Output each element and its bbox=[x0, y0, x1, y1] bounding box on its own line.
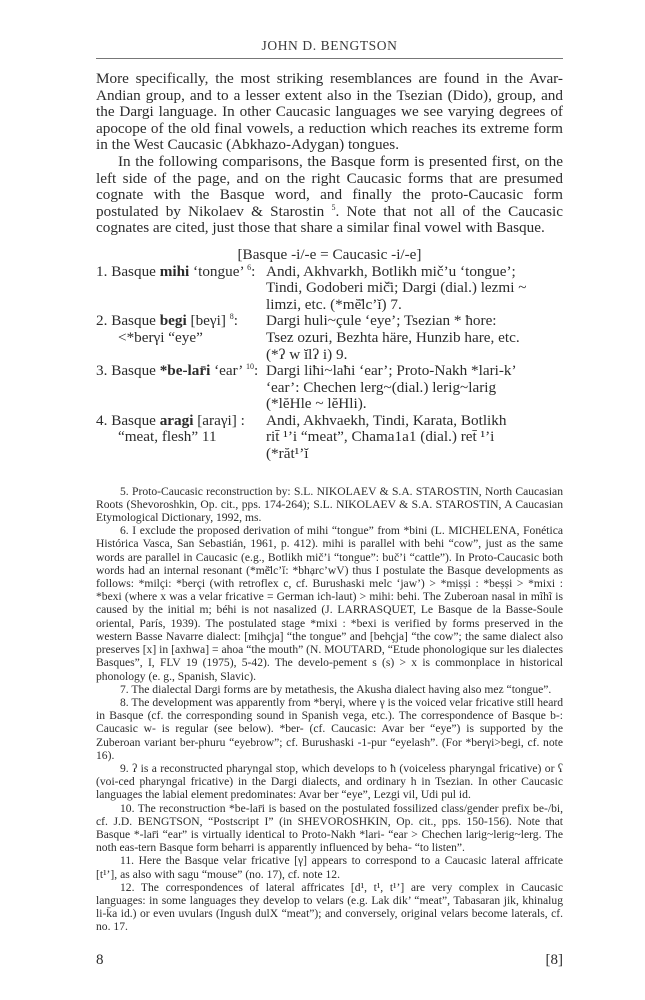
footnote-12: 12. The correspondences of lateral affricates [d¹, t¹, t¹’] are very complex in Caucasic languages: in some languages they develop to velars (e.g. Lak dik’ “meat”, Tabasaran jik, khinalug li-k̄a id.) or even uvulars (Ingush dulX “meat”); and conversely, original velars become laterals, cf. no. 17. bbox=[96, 880, 563, 934]
example-3 bbox=[96, 363, 563, 413]
example-label: 4. Basque bbox=[96, 411, 160, 429]
page-number-bracketed: [8] bbox=[545, 951, 563, 968]
gloss-meat: “meat, flesh” 11 bbox=[118, 428, 217, 446]
gloss: ‘ear’ bbox=[210, 362, 247, 380]
running-head: JOHN D. BENGTSON bbox=[261, 38, 398, 53]
body-text bbox=[96, 71, 563, 463]
footnote-ref[interactable]: 8 bbox=[229, 312, 234, 322]
paragraph-2-a: In the following comparisons, the Basque form is presented first, on the left side of the page, and on the right Caucasic forms that are presumed cognate with the Basque word, and finally the proto-Caucasic form postulated by Nikolaev & Starostin bbox=[96, 152, 563, 220]
basque-form: mihi bbox=[159, 262, 190, 280]
footnote-ref[interactable]: 10 bbox=[246, 362, 255, 372]
cognate-line: Dargi huli~çule ‘eye’; Tsezian * ħore: bbox=[266, 312, 497, 330]
example-4 bbox=[96, 413, 563, 463]
footnote-5: 5. Proto-Caucasic reconstruction by: S.L. NIKOLAEV & S.A. STAROSTIN, North Caucasian Roots (Shevoroshkin, Op. cit., pps. 174-264); S.L. NIKOLAEV & S.A. STAROSTIN, A Caucasian Etymological Dictionary, 1992, ms. bbox=[96, 484, 563, 525]
cognate-line: ‘ear’: Chechen lerg~(dial.) lerig~larig bbox=[266, 378, 497, 396]
cognate-line: Dargi liħi~laħi ‘ear’; Proto-Nakh *lari-k’ bbox=[266, 362, 517, 380]
cognate-line: rit̄ ¹’i “meat”, Chama1a1 (dial.) ret̄ ¹’i bbox=[266, 428, 495, 446]
gloss: [araγi] : bbox=[193, 411, 245, 429]
cognate-line: (*răt¹’ĭ bbox=[266, 445, 309, 463]
colon: : bbox=[254, 362, 259, 380]
cognate-line: Andi, Akhvarkh, Botlikh mič’u ‘tongue’; bbox=[266, 262, 516, 280]
cognate-line: Andi, Akhvaekh, Tindi, Karata, Botlikh bbox=[266, 411, 507, 429]
colon: : bbox=[233, 312, 238, 330]
section-heading: [Basque -i/-e = Caucasic -i/-e] bbox=[237, 245, 422, 263]
footnote-9: 9. ʔ is a reconstructed pharyngal stop, which develops to ħ (voiceless pharyngal fricative) or ʕ (voi-ced pharyngal fricative) in the Dargi dialects, and ordinary h in Tsezian. In other Caucasic languages the labial element predominates: Avar ber “eye”, Lezgi vil, Udi pul id. bbox=[96, 761, 563, 802]
cognate-line: (*ʔ w ĭlʔ i) 9. bbox=[266, 345, 348, 363]
proto-form: <*berγi “eye” bbox=[118, 328, 203, 346]
footnote-7: 7. The dialectal Dargi forms are by metathesis, the Akusha dialect having also mez “tongue”. bbox=[120, 682, 552, 696]
example-label: 2. Basque bbox=[96, 312, 160, 330]
example-label: 1. Basque bbox=[96, 262, 160, 280]
basque-form: *be-lar̄i bbox=[159, 362, 211, 380]
gloss: [beγi] bbox=[186, 312, 230, 330]
example-label: 3. Basque bbox=[96, 362, 160, 380]
cognate-line: Tsez ozuri, Bezhta häre, Hunzib hare, etc. bbox=[266, 328, 520, 346]
paragraph-2-b: . Note that not all of the Caucasic cognates are cited, just those that share a similar final vowel with Basque. bbox=[96, 202, 563, 237]
folio-row bbox=[96, 952, 563, 989]
page bbox=[96, 0, 563, 989]
footnote-8: 8. The development was apparently from *berγi, where γ is the voiced velar fricative still heard in Basque (cf. the corresponding sound in Spanish vega, etc.). The correspondence of Basque b-: Caucasic w- is regular (see below). *ber- (cf. Caucasic: Avar ber “eye”) is supported by the Zuberoan variant ber-phuru “eyebrow”; cf. Burushaski -1-pur “eyelash”. (For *berγi>begi, cf. note 16). bbox=[96, 695, 563, 762]
cognate-line: limzi, etc. (*mĕ̄lc’ĭ) 7. bbox=[266, 295, 402, 313]
footnote-10: 10. The reconstruction *be-lar̄i is based on the postulated fossilized class/gender prefix be-/bi, cf. J.D. BENGTSON, “Postscript I” (in SHEVOROSHKIN, Op. cit., pps. 150-156). Note that Basque *-lar̄i “ear” is virtually identical to Proto-Nakh *lari- “ear > Chechen larig~lerig~lerg. The noth eas-tern Basque form beharri is apparently influenced by beha- “to listen”. bbox=[96, 801, 563, 855]
footnote-6: 6. I exclude the proposed derivation of mihi “tongue” from *bini (L. MICHELENA, Fonética Histórica Vasca, San Sebastián, 1961, p. 412). mihi is parallel with behi “cow”, just as the same words are parallel in Caucasic (e.g., Botlikh mič’i “tongue”: buč’i “cattle”). In Proto-Caucasic both words had an internal resonant (*mĕ̄lc’ĭ: *bhạrc’wV) thus I postulate the Basque developments as follows: *milçi: *berçi (with retroflex c, cf. Burushaski melc ‘jaw’) > *miṣṣi : *beṣṣi > *mixi : *bexi (where x was a velar fricative = German ich-laut) > mihi: behi. The Zuberoan nasal in mĩhĩ is caused by the initial m; béhi is not nasalized (J. LARRASQUET, Le Basque de la Basse-Soule oriental, París, 1939). The postulated stage *mixi : *bexi is verified by forms preserved in the western Basse Navarre dialect: [mihçja] “the tongue” and [behçja] “the cow”; the same dialect also preserves [x] in [axhwa] = ahoa “the mouth” (N. MOUTARD, “Etude phonologique sur les dialectes Basques”, I, FLV 19 (1975), 5-42). The develo-pement s (s) > x is commonplace in historical phonology (e. g., Spanish, Slavic). bbox=[96, 524, 563, 683]
example-2 bbox=[96, 313, 563, 363]
footnote-11: 11. Here the Basque velar fricative [γ] appears to correspond to a Caucasic lateral affricate [t¹’], as also with sagu “mouse” (no. 17), cf. note 12. bbox=[96, 854, 563, 881]
basque-form: begi bbox=[159, 312, 187, 330]
cognate-line: (*lĕHle ~ lĕHli). bbox=[266, 395, 367, 413]
header-rule bbox=[96, 58, 563, 59]
page-number: 8 bbox=[96, 951, 104, 968]
colon: : bbox=[251, 262, 256, 280]
footnote-ref-5[interactable]: 5 bbox=[331, 202, 336, 212]
gloss: ‘tongue’ bbox=[189, 262, 248, 280]
paragraph-1: More specifically, the most striking resemblances are found in the Avar-Andian group, and to a lesser extent also in the Tsezian (Dido), group, and the Dargi language. In other Caucasic languages we see varying degrees of apocope of the old final vowels, a reduction which reaches its extreme form in the West Caucasic (Abkhazo-Adygan) tongues. bbox=[96, 70, 563, 154]
example-1 bbox=[96, 264, 563, 314]
footnotes bbox=[96, 485, 563, 934]
cognate-line: Tindi, Godoberi mič̄i; Dargi (dial.) lezmi ~ bbox=[266, 279, 527, 297]
footnote-ref[interactable]: 6 bbox=[247, 262, 252, 272]
basque-form: aragi bbox=[159, 411, 194, 429]
paragraph-2 bbox=[96, 154, 563, 237]
